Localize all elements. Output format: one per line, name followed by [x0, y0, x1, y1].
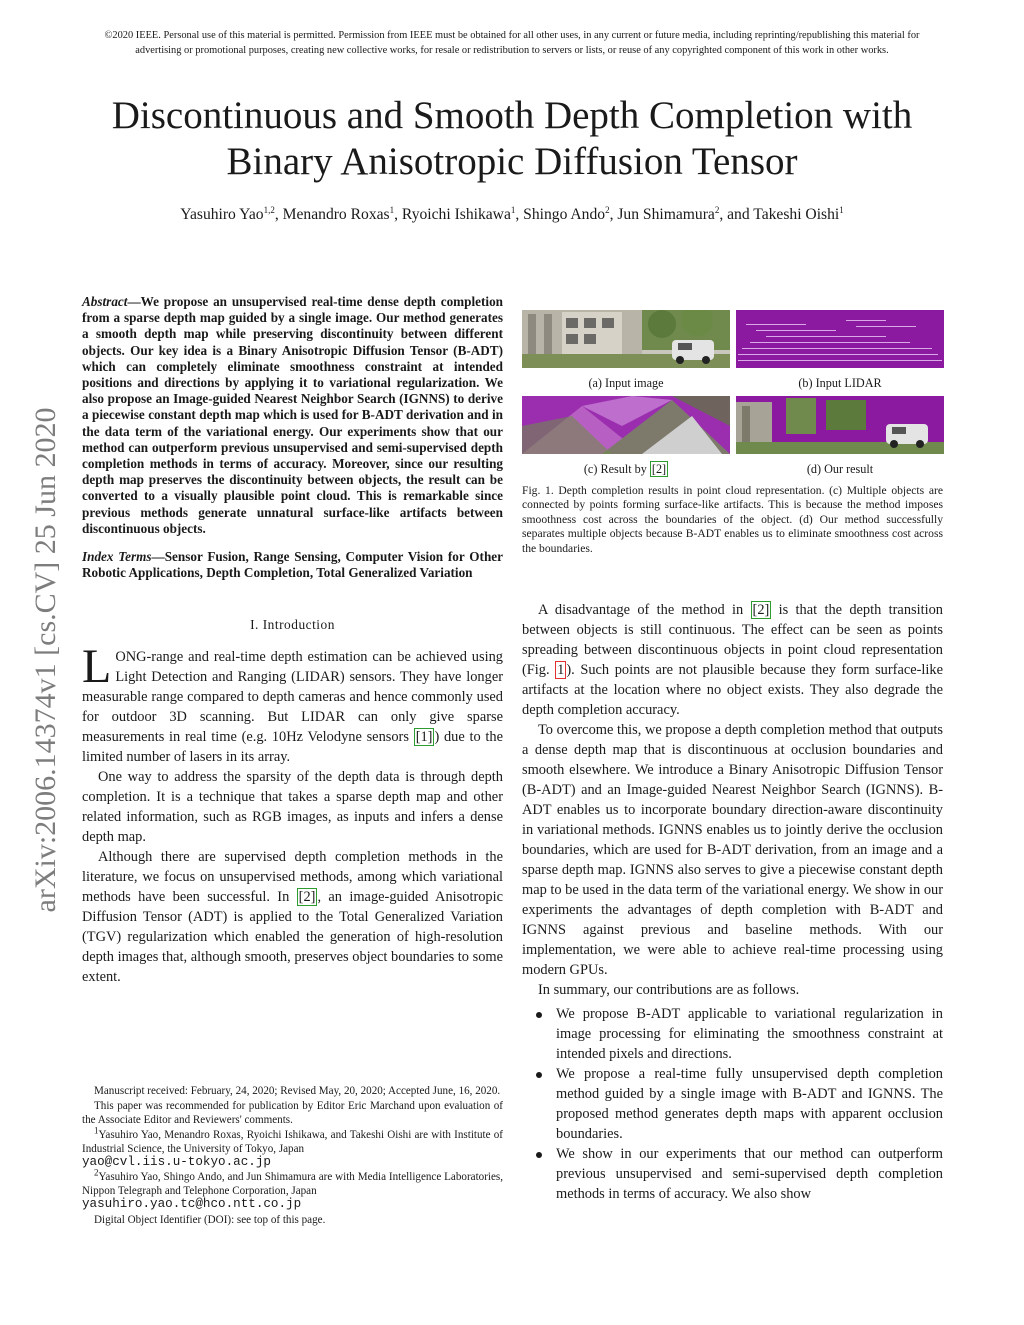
list-item: We propose B-ADT applicable to variational regularization in image processing for eliminating the smoothness constraint at intended pixels and directions. [522, 1004, 943, 1064]
subcaption-a: (a) Input image [588, 376, 664, 390]
citation-link[interactable]: [2] [298, 889, 316, 906]
author-affiliation: 1,2 [263, 204, 275, 215]
author-name: Ryoichi Ishikawa [401, 206, 511, 223]
author-name: Shingo Ando [523, 206, 606, 223]
footnote-editor: This paper was recommended for publication by Editor Eric Marchand upon evaluation of the Associate Editor and Reviewers' comments. [82, 1100, 503, 1126]
arxiv-identifier: arXiv:2006.14374v1 [cs.CV] 25 Jun 2020 [29, 407, 62, 913]
intro-paragraph-1 [82, 640, 503, 767]
figure-caption: Fig. 1. Depth completion results in point cloud representation. (c) Multiple objects are connected by points forming surface-like artifacts. This is because the method imposes smoothness cost across the boundaries of the object. (d) Our method successfully separates multiple objects because B-ADT enables us to eliminate smoothness cost across the boundaries. [522, 484, 943, 555]
author-affiliation: 2 [714, 204, 720, 215]
index-terms-label: Index Terms [82, 549, 152, 565]
author-affiliation: 1 [510, 204, 516, 215]
left-column [82, 294, 503, 987]
footnote-affiliation-1 [82, 1125, 503, 1170]
right-paragraph-1 [522, 600, 943, 720]
result-our-method-image [736, 396, 944, 454]
subcaption-c [522, 462, 730, 476]
footnote-received: Manuscript received: February, 24, 2020; Revised May, 20, 2020; Accepted June, 16, 2020. [94, 1085, 501, 1097]
list-item: We show in our experiments that our method can outperform previous unsupervised and semi-supervised depth completion methods in terms of accuracy. We also show [522, 1144, 943, 1204]
footnote-aff2-text: Yasuhiro Yao, Shingo Ando, and Jun Shimamura are with Media Intelligence Laboratories, Nippon Telegraph and Telephone Corporation, Japan [82, 1171, 503, 1197]
contributions-list [522, 1004, 943, 1204]
citation-link[interactable]: [2] [752, 602, 770, 619]
footnotes [82, 1085, 503, 1229]
title-line-2: Binary Anisotropic Diffusion Tensor [226, 140, 798, 183]
right-p1-text: A disadvantage of the method in [538, 602, 751, 619]
author-name: Yasuhiro Yao [180, 206, 264, 223]
index-terms [82, 549, 503, 581]
figure-reference-link[interactable]: 1 [557, 662, 565, 679]
subcaption-c-text: (c) Result by [583, 462, 650, 476]
intro-p3-text: Although there are supervised depth completion methods in the literature, we focus on unsupervised methods, among which variational methods have been successful. In [82, 849, 503, 906]
email-link[interactable]: yao@cvl.iis.u-tokyo.ac.jp [82, 1155, 271, 1170]
citation-link[interactable]: [2] [651, 462, 667, 476]
input-lidar-map [736, 310, 944, 368]
abstract [82, 294, 503, 537]
right-column [522, 294, 943, 1204]
author-list: Yasuhiro Yao$^{1,2}$, Menandro Roxas$^1$, Ryoichi Ishikawa$^1$, Shingo Ando$^2$, Jun Shimamura$^2$, and Takeshi Oishi$^1$ [180, 204, 844, 223]
copyright-notice: ©2020 IEEE. Personal use of this material is permitted. Permission from IEEE must be obtained for all other uses, in any current or future media, including reprinting/republishing this material for advertising or promotional purposes, creating new collective works, for resale or redistribution to servers or lists, or reuse of any copyrighted component of this work in other works. [104, 30, 920, 56]
list-item: We propose a real-time fully unsupervised depth completion method guided by a single image with B-ADT and IGNNS. The proposed method generates depth maps with apparent occlusion boundaries. [522, 1064, 943, 1144]
footnote-mark: 2 [94, 1167, 99, 1178]
footnote-aff1-text: Yasuhiro Yao, Menandro Roxas, Ryoichi Ishikawa, and Takeshi Oishi are with Institute of Industrial Science, the University of Tokyo, Japan [82, 1129, 503, 1155]
abstract-text: —We propose an unsupervised real-time dense depth completion from a sparse depth map guided by a single image. Our method generates a smooth depth map while preserving discontinuity between different objects. Our key idea is a Binary Anisotropic Diffusion Tensor (B-ADT) which can completely eliminate smoothness constraint at intended positions and directions by applying it to variational regularization. We also propose an Image-guided Nearest Neighbor Search (IGNNS) to derive a piecewise constant depth map which is used for B-ADT derivation and in the data term of the variational energy. Our experiments show that our method can outperform previous unsupervised and semi-supervised depth completion methods in terms of accuracy. Moreover, since our resulting depth map preserves the discontinuity between objects, the result can be converted to a visually plausible point cloud. This is remarkable since previous methods generate unnatural surface-like artifacts between discontinuous objects. [82, 294, 503, 536]
citation-link[interactable]: [1] [415, 729, 433, 746]
subcaption-d: (d) Our result [806, 462, 874, 476]
title-line-1: Discontinuous and Smooth Depth Completion with [111, 94, 913, 137]
author-affiliation: 1 [839, 204, 844, 215]
author-name: Takeshi Oishi [753, 206, 840, 223]
footnote-doi: Digital Object Identifier (DOI): see top of this page. [94, 1213, 326, 1226]
intro-p1-end: ) due to the limited number of lasers in its array. [82, 729, 503, 766]
input-image-photo [522, 310, 730, 368]
footnote-mark: 1 [94, 1125, 99, 1136]
section-heading-introduction: I. Introduction [250, 617, 335, 633]
intro-paragraph-3 [82, 847, 503, 987]
abstract-label: Abstract [82, 294, 128, 309]
email-link[interactable]: yasuhiro.yao.tc@hco.ntt.co.jp [82, 1197, 302, 1212]
paper-title [40, 93, 984, 185]
footnote-affiliation-2 [82, 1167, 503, 1212]
author-and: and [727, 206, 750, 223]
author-name: Jun Shimamura [617, 206, 715, 223]
index-terms-text: —Sensor Fusion, Range Sensing, Computer Vision for Other Robotic Applications, Depth Completion, Total Generalized Variation [82, 549, 503, 581]
subcaption-b: (b) Input LIDAR [798, 376, 882, 390]
author-affiliation: 1 [389, 204, 395, 215]
figure-1 [522, 294, 943, 476]
intro-paragraph-2: One way to address the sparsity of the depth data is through depth completion. It is a technique that takes a sparse depth map and other related information, such as RGB images, as inputs and infers a dense depth map. [82, 769, 503, 846]
result-prior-method-image [522, 396, 730, 454]
right-p1-end: ). Such points are not plausible because they form surface-like artifacts at the location where no object exists. They also degrade the depth completion accuracy. [522, 662, 943, 719]
right-p1-mid: is that the depth transition between objects is still continuous. The effect can be seen as points spreading between discontinuous objects in point cloud representation (Fig. [522, 602, 943, 679]
right-paragraph-2: To overcome this, we propose a depth completion method that outputs a dense depth map that is discontinuous at occlusion boundaries and smooth elsewhere. We introduce a Binary Anisotropic Diffusion Tensor (B-ADT) and an Image-guided Nearest Neighbor Search (IGNNS). B-ADT enables us to incorporate boundary direction-aware discontinuity in variational methods. IGNNS enables us to jointly derive the occlusion boundaries, which are used for B-ADT derivation, from an image and a sparse depth map. IGNNS also serves to give a piecewise constant depth map to be used in the data term of the variational energy. We show in our experiments the advantages of depth completion with B-ADT and IGNNS against previous and baseline methods. With our implementation, we were able to achieve real-time processing using modern GPUs. [522, 722, 943, 979]
intro-p1-text: ONG-range and real-time depth estimation can be achieved using Light Detection and Ranging (LIDAR) sensors. They have longer measurable range compared to depth cameras and hence commonly used for outdoor 3D scanning. But LIDAR can only give sparse measurements in real time (e.g. 10Hz Velodyne sensors [82, 649, 503, 746]
author-affiliation: 2 [605, 204, 610, 215]
intro-p3-end: , an image-guided Anisotropic Diffusion Tensor (ADT) is applied to the Total Generalized Variation (TGV) regularization which enabled the generation of high-resolution depth images that, although smooth, preserves object boundaries to some extent. [82, 889, 504, 986]
drop-cap: L [82, 640, 112, 694]
right-paragraph-3: In summary, our contributions are as follows. [538, 982, 800, 999]
author-name: Menandro Roxas [282, 206, 390, 223]
right-body-text [522, 600, 943, 1204]
